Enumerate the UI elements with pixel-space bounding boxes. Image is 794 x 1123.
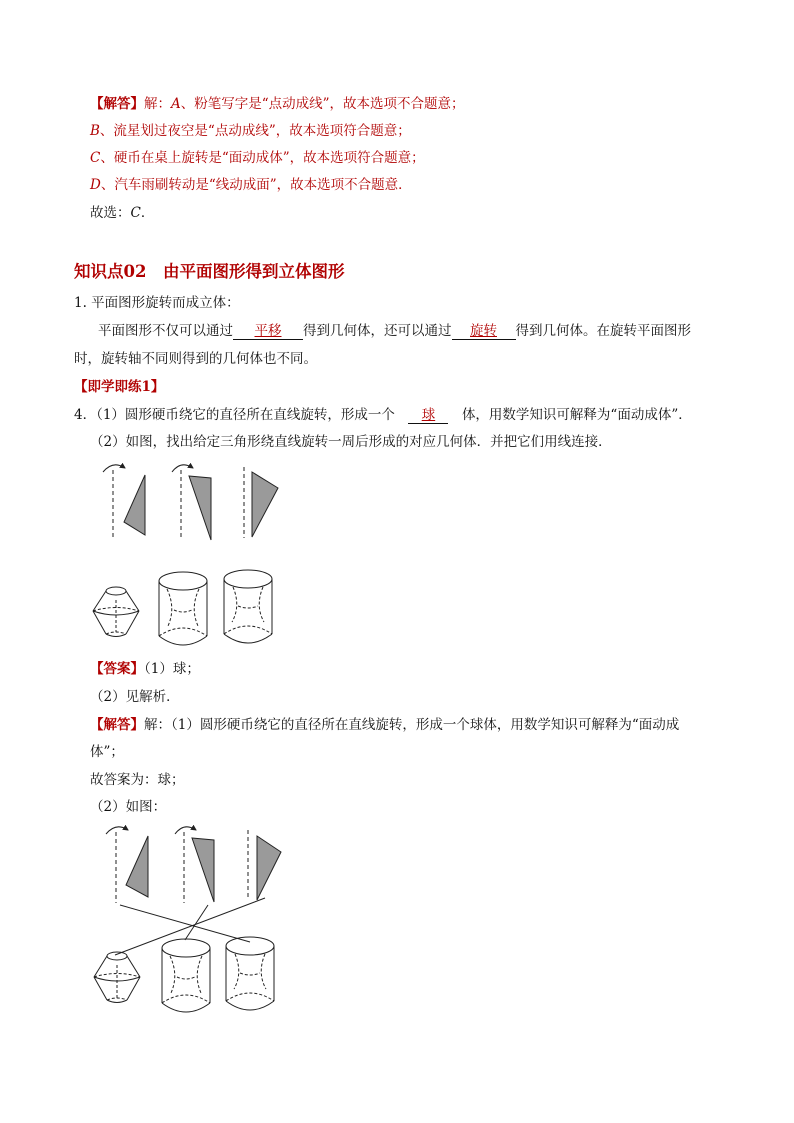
cylinder-solid-2: [224, 570, 272, 643]
practice-tag: 【即学即练1】: [74, 379, 165, 395]
section-paragraph-line-1: 平面图形不仅可以通过 平移 得到几何体，还可以通过 旋转 得到几何体。在旋转平面图形: [98, 323, 691, 339]
solution-tag: 【解答】: [90, 96, 144, 112]
solution-line-1: 【解答】解：（1）圆形硬币绕它的直径所在直线旋转，形成一个球体，用数学知识可解释为“面动成: [90, 717, 680, 733]
answer-tag: 【答案】: [90, 661, 144, 677]
solution-triangle-1: [106, 827, 148, 903]
solution-line-2: 故答案为：球；: [90, 772, 185, 788]
triangle-figure-3: [244, 467, 278, 538]
double-cone-frustum-solid-1: [93, 587, 139, 637]
solution-tag-2: 【解答】: [90, 717, 144, 733]
blank-sphere: 球: [408, 407, 448, 424]
solution-line-1b: 体”；: [90, 744, 124, 760]
prev-choice-line: 故选：C．: [90, 205, 155, 221]
solution-cylinder-1: [162, 939, 210, 1012]
section-paragraph-line-2: 时，旋转轴不同则得到的几何体也不同。: [74, 351, 317, 367]
connecting-lines: [115, 898, 265, 955]
question-4-part-1: 4．（1）圆形硬币绕它的直径所在直线旋转，形成一个 球 体，用数学知识可解释为“面动成体”．: [74, 407, 692, 423]
blank-translate: 平移: [233, 323, 303, 340]
triangle-figure-1: [103, 465, 145, 538]
double-cone-frustum-solid-2: [94, 952, 140, 1003]
prev-solution-line-3: C、硬币在桌上旋转是“面动成体”，故本选项符合题意；: [90, 150, 425, 166]
question-4-part-2: （2）如图，找出给定三角形绕直线旋转一周后形成的对应几何体．并把它们用线连接．: [90, 434, 612, 450]
blank-rotate: 旋转: [452, 323, 516, 340]
prev-solution-line-1: 【解答】解：A、粉笔写字是“点动成线”，故本选项不合题意；: [90, 96, 465, 112]
section-item-1: 1. 平面图形旋转而成立体：: [74, 295, 240, 311]
solution-cylinder-2: [226, 937, 274, 1010]
cylinder-solid-1: [159, 572, 207, 645]
prev-solution-line-2: B、流星划过夜空是“点动成线”，故本选项符合题意；: [90, 123, 411, 139]
prev-solution-line-4: D、汽车雨刷转动是“线动成面”，故本选项不合题意．: [90, 177, 412, 193]
solution-triangle-2: [175, 827, 214, 903]
section-title: 知识点02 由平面图形得到立体图形: [74, 262, 345, 281]
triangle-figure-2: [172, 465, 211, 540]
answer-line-2: （2）见解析．: [90, 689, 180, 705]
answer-line-1: 【答案】（1）球；: [90, 661, 200, 677]
solution-triangle-3: [248, 830, 281, 900]
solution-line-3: （2）如图：: [90, 799, 167, 815]
